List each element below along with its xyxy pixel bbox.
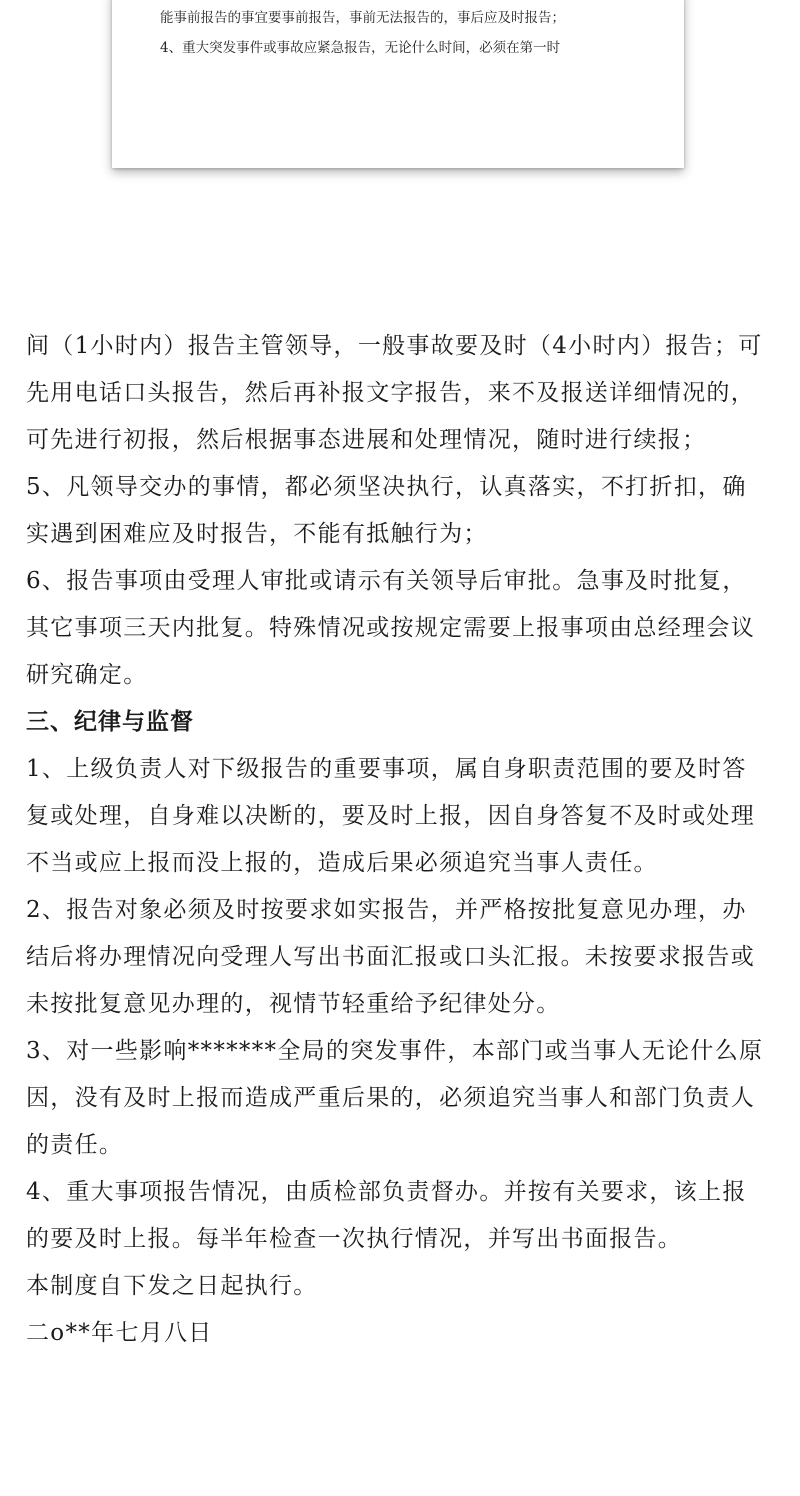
text-line: 4、重大事项报告情况，由质检部负责督办。并按有关要求，该上报 <box>26 1179 747 1205</box>
text-line: 研究确定。 <box>26 662 148 688</box>
text-line: 实遇到困难应及时报告，不能有抵触行为； <box>26 521 488 547</box>
text-line: 复或处理，自身难以决断的，要及时上报，因自身答复不及时或处理 <box>26 803 755 829</box>
page-card <box>112 0 684 168</box>
text-line: 本制度自下发之日起执行。 <box>26 1273 318 1299</box>
text-line: 3、对一些影响*******全局的突发事件，本部门或当事人无论什么原 <box>26 1038 764 1064</box>
text-line: 不当或应上报而没上报的，造成后果必须追究当事人责任。 <box>26 850 658 876</box>
text-line: 其它事项三天内批复。特殊情况或按规定需要上报事项由总经理会议 <box>26 615 755 641</box>
text-line: 的责任。 <box>26 1132 124 1158</box>
card-text-line: 4、重大突发事件或事故应紧急报告，无论什么时间，必须在第一时 <box>160 40 561 56</box>
text-line: 2、报告对象必须及时按要求如实报告，并严格按批复意见办理，办 <box>26 897 747 923</box>
text-line: 未按批复意见办理的，视情节轻重给予纪律处分。 <box>26 991 561 1017</box>
text-line: 结后将办理情况向受理人写出书面汇报或口头汇报。未按要求报告或 <box>26 944 755 970</box>
text-line: 6、报告事项由受理人审批或请示有关领导后审批。急事及时批复， <box>26 568 747 594</box>
text-line: 因，没有及时上报而造成严重后果的，必须追究当事人和部门负责人 <box>26 1085 755 1111</box>
text-line: 可先进行初报，然后根据事态进展和处理情况，随时进行续报； <box>26 427 707 453</box>
card-text-line: 能事前报告的事宜要事前报告，事前无法报告的，事后应及时报告； <box>160 10 565 26</box>
section-heading: 三、纪律与监督 <box>26 709 194 735</box>
document-body <box>26 323 786 1357</box>
text-line: 5、凡领导交办的事情，都必须坚决执行，认真落实，不打折扣，确 <box>26 474 747 500</box>
text-line: 间（1小时内）报告主管领导，一般事故要及时（4小时内）报告；可 <box>26 333 763 359</box>
text-line: 的要及时上报。每半年检查一次执行情况，并写出书面报告。 <box>26 1226 683 1252</box>
document-date: 二o**年七月八日 <box>26 1320 213 1346</box>
text-line: 先用电话口头报告，然后再补报文字报告，来不及报送详细情况的， <box>26 380 755 406</box>
text-line: 1、上级负责人对下级报告的重要事项，属自身职责范围的要及时答 <box>26 756 747 782</box>
